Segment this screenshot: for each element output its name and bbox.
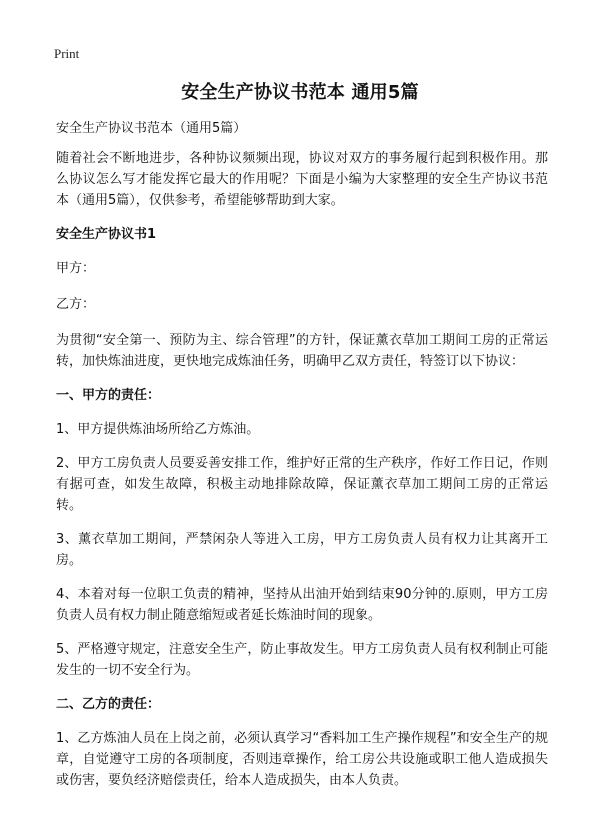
section-a-item: 4、本着对每一位职工负责的精神，坚持从出油开始到结束90分钟的.原则，甲方工房负责人员有权力制止随意缩短或者延长炼油时间的现象。 bbox=[56, 587, 548, 623]
section-b-item: 1、乙方炼油人员在上岗之前，必须认真学习“香料加工生产操作规程”和安全生产的规章，自觉遵守工房的各项制度，否则违章操作，给工房公共设施或职工他人造成损失或伤害，要负经济赔偿责任，给本人造成损失，由本人负责。 bbox=[56, 731, 548, 788]
section-b-heading: 二、乙方的责任： bbox=[56, 697, 161, 712]
section-a-item: 2、甲方工房负责人员要妥善安排工作，维护好正常的生产秩序，作好工作日记，作则有据可查，如发生故障，积极主动地排除故障，保证薰衣草加工期间工房的正常运转。 bbox=[56, 456, 548, 513]
section-a-heading: 一、甲方的责任： bbox=[56, 388, 161, 403]
intro-paragraph: 随着社会不断地进步，各种协议频频出现，协议对双方的事务履行起到积极作用。那么协议怎么写才能发挥它最大的作用呢？下面是小编为大家整理的安全生产协议书范本（通用5篇），仅供参考，希望能够帮助到大家。 bbox=[56, 151, 548, 208]
party-a-label: 甲方： bbox=[56, 261, 96, 276]
purpose-paragraph: 为贯彻“安全第一、预防为主、综合管理”的方针，保证薰衣草加工期间工房的正常运转，加快炼油进度，更快地完成炼油任务，明确甲乙双方责任，特签订以下协议： bbox=[56, 333, 548, 369]
party-b-label: 乙方： bbox=[56, 297, 96, 312]
document-title: 安全生产协议书范本 通用5篇 bbox=[181, 82, 419, 103]
section-a-item: 5、严格遵守规定，注意安全生产，防止事故发生。甲方工房负责人员有权利制止可能发生的一切不安全行为。 bbox=[56, 642, 548, 678]
print-label: Print bbox=[54, 46, 80, 61]
section-a-item: 1、甲方提供炼油场所给乙方炼油。 bbox=[56, 422, 260, 437]
agreement-heading: 安全生产协议书1 bbox=[56, 227, 157, 242]
section-a-item: 3、薰衣草加工期间，严禁闲杂人等进入工房，甲方工房负责人员有权力让其离开工房。 bbox=[56, 532, 548, 568]
document-content bbox=[56, 118, 548, 804]
document-subtitle: 安全生产协议书范本（通用5篇） bbox=[56, 121, 247, 136]
